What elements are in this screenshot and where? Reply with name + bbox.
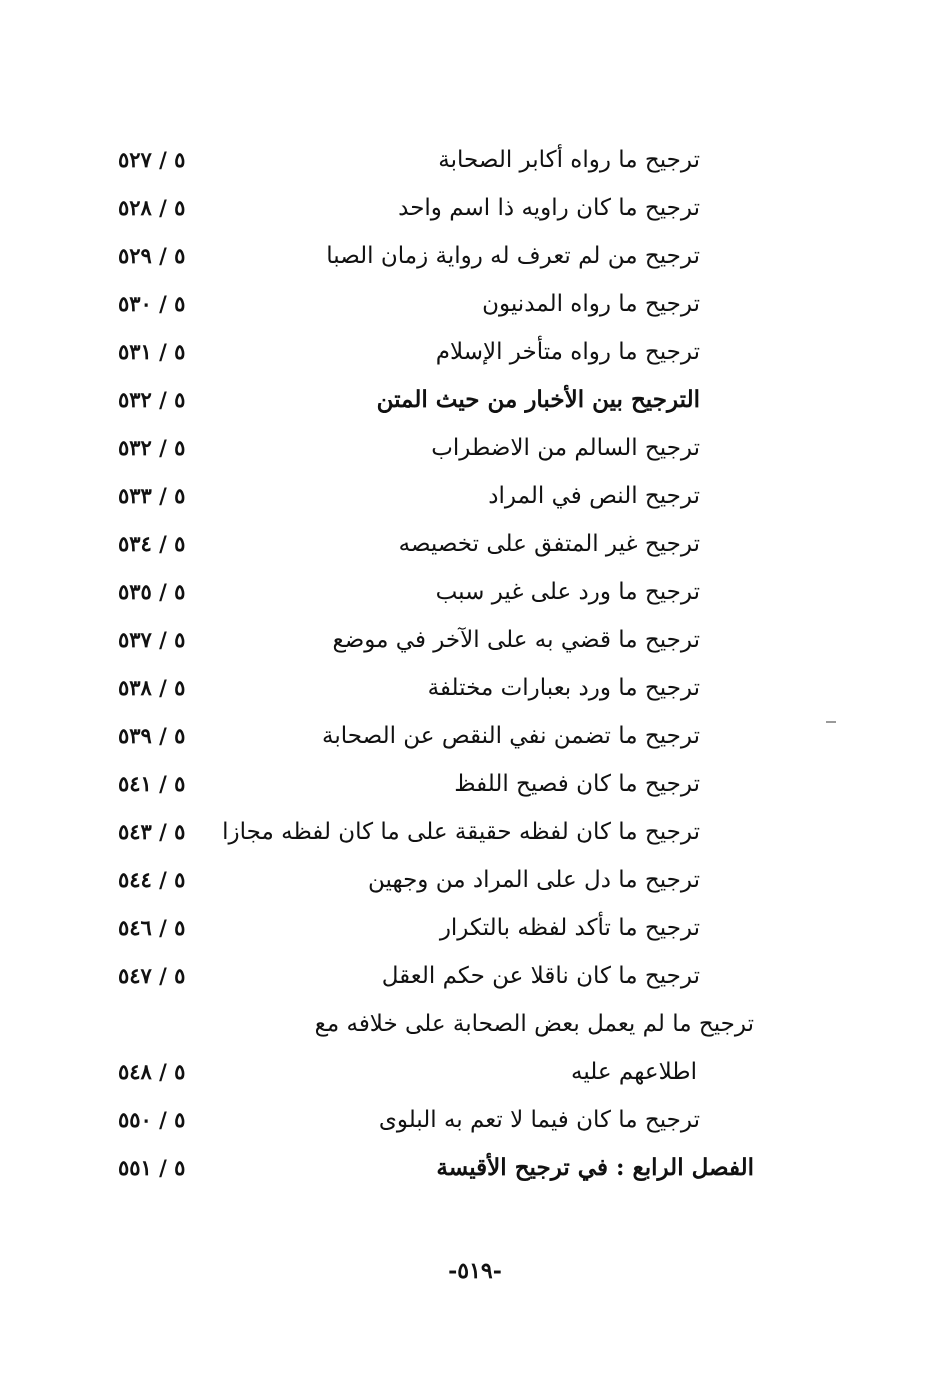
toc-entry (0, 330, 950, 374)
toc-chapter-heading (0, 1146, 950, 1190)
toc-entry-page: ٥ / ٥٣٨ (118, 675, 186, 700)
toc-entry-title: ترجيح ما رواه متأخر الإسلام (435, 339, 700, 365)
toc-entry-title: ترجيح ما لم يعمل بعض الصحابة على خلافه مع (314, 1011, 754, 1037)
toc-entry-page: ٥ / ٥٣٣ (118, 483, 186, 508)
toc-entry-page: ٥ / ٥٣٢ (118, 435, 186, 460)
toc-entry-continued (0, 1002, 950, 1046)
toc-entry-page: ٥ / ٥٤١ (118, 771, 186, 796)
toc-entry (0, 954, 950, 998)
toc-entry-title: اطلاعهم عليه (571, 1059, 697, 1085)
toc-entry (0, 714, 950, 758)
toc-entry (0, 522, 950, 566)
toc-section-heading (0, 378, 950, 422)
toc-entry-page: ٥ / ٥٣٠ (118, 291, 186, 316)
toc-entry-title: ترجيح ما قضي به على الآخر في موضع (332, 627, 700, 653)
toc-entry-page: ٥ / ٥٣٥ (118, 579, 186, 604)
toc-entry-title: ترجيح ما كان لفظه حقيقة على ما كان لفظه مجازا (222, 819, 700, 845)
toc-entry (0, 282, 950, 326)
toc-entry (0, 1050, 950, 1094)
toc-entry (0, 810, 950, 854)
toc-entry-title: ترجيح ما تضمن نفي النقص عن الصحابة (322, 723, 700, 749)
scan-speck (826, 721, 836, 723)
toc-entry-title: ترجيح السالم من الاضطراب (431, 435, 700, 461)
toc-entry (0, 1098, 950, 1142)
toc-entry (0, 618, 950, 662)
toc-entry-page: ٥ / ٥٣٢ (118, 387, 186, 412)
toc-entry-title: ترجيح ما رواه المدنيون (482, 291, 700, 317)
toc-entry-page: ٥ / ٥٣٧ (118, 627, 186, 652)
toc-entry (0, 906, 950, 950)
toc-entry-page: ٥ / ٥٤٧ (118, 963, 186, 988)
toc-entry (0, 234, 950, 278)
toc-entry (0, 666, 950, 710)
toc-entry (0, 762, 950, 806)
toc-entry-title: ترجيح النص في المراد (488, 483, 700, 509)
toc-entry-page: ٥ / ٥٤٣ (118, 819, 186, 844)
toc-entry-title: ترجيح ما كان ناقلا عن حكم العقل (381, 963, 700, 989)
toc-entry-title: ترجيح ما كان فصيح اللفظ (454, 771, 700, 797)
toc-entry (0, 426, 950, 470)
toc-entry-title: ترجيح ما كان فيما لا تعم به البلوى (378, 1107, 700, 1133)
toc-entry-title: ترجيح ما ورد على غير سبب (435, 579, 700, 605)
toc-entry (0, 858, 950, 902)
toc-entry-page: ٥ / ٥٣٤ (118, 531, 186, 556)
toc-entry-title: ترجيح ما ورد بعبارات مختلفة (427, 675, 700, 701)
toc-entry-page: ٥ / ٥٣١ (118, 339, 186, 364)
toc-entry (0, 570, 950, 614)
toc-entry-title: ترجيح ما رواه أكابر الصحابة (438, 147, 700, 173)
toc-entry-title: ترجيح ما تأكد لفظه بالتكرار (439, 915, 700, 941)
toc-entry-page: ٥ / ٥٣٩ (118, 723, 186, 748)
toc-entry-page: ٥ / ٥٢٧ (118, 147, 186, 172)
toc-entry (0, 474, 950, 518)
toc-entry-page: ٥ / ٥٤٨ (118, 1059, 186, 1084)
toc-entry-title: الترجيح بين الأخبار من حيث المتن (376, 386, 700, 413)
toc-entry-page: ٥ / ٥٤٦ (118, 915, 186, 940)
toc-entry-title: ترجيح ما دل على المراد من وجهين (368, 867, 700, 893)
toc-entry (0, 186, 950, 230)
toc-entry-page: ٥ / ٥٤٤ (118, 867, 186, 892)
toc-entry-title: الفصل الرابع : في ترجيح الأقيسة (436, 1154, 754, 1181)
toc-entry-page: ٥ / ٥٥٠ (118, 1107, 186, 1132)
toc-entry-title: ترجيح غير المتفق على تخصيصه (398, 531, 700, 557)
toc-entry-page: ٥ / ٥٥١ (118, 1155, 186, 1180)
toc-entry-page: ٥ / ٥٢٩ (118, 243, 186, 268)
toc-entry-title: ترجيح من لم تعرف له رواية زمان الصبا (326, 243, 700, 269)
toc-entry-title: ترجيح ما كان راويه ذا اسم واحد (398, 195, 700, 221)
toc-entry-page: ٥ / ٥٢٨ (118, 195, 186, 220)
page-number: -٥١٩- (448, 1258, 502, 1284)
toc-entry (0, 138, 950, 182)
